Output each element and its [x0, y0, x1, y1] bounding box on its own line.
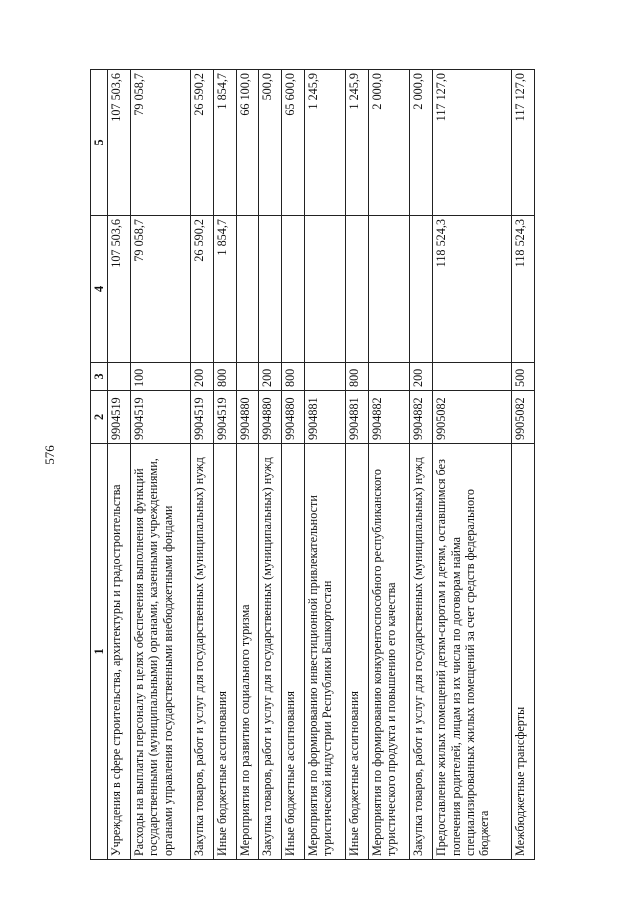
row-name: Мероприятия по формированию инвестиционной привлекательности туристической индустрии Республики Башкортостан: [304, 444, 345, 860]
row-name: Предоставление жилых помещений детям-сиротам и детям, оставшимся без попечения родителей, лицам из их числа по договорам найма специализированных жилых помещений за счет средств федерального бюджета: [433, 444, 512, 860]
row-amount-col5: 66 100,0: [236, 70, 259, 216]
column-header-4: 4: [91, 216, 108, 363]
row-amount-col5: 2 000,0: [410, 70, 433, 216]
row-expense-type: 200: [191, 363, 214, 391]
budget-table: [90, 69, 535, 860]
table-row: [214, 70, 237, 860]
table-row: [410, 70, 433, 860]
row-amount-col4: 118 524,3: [512, 216, 535, 363]
table-row: [368, 70, 409, 860]
column-header-3: 3: [91, 363, 108, 391]
page-number: 576: [42, 445, 57, 465]
row-expense-type: 500: [512, 363, 535, 391]
row-amount-col5: 2 000,0: [368, 70, 409, 216]
row-amount-col4: [368, 216, 409, 363]
budget-table-container: [90, 70, 535, 860]
row-amount-col4: [410, 216, 433, 363]
table-row: [236, 70, 259, 860]
row-code: 9904882: [368, 391, 409, 444]
row-amount-col4: 118 524,3: [433, 216, 512, 363]
table-row: [346, 70, 369, 860]
row-code: 9905082: [512, 391, 535, 444]
row-expense-type: 800: [214, 363, 237, 391]
row-code: 9904880: [236, 391, 259, 444]
row-expense-type: [433, 363, 512, 391]
table-row: [433, 70, 512, 860]
row-expense-type: [236, 363, 259, 391]
row-amount-col4: 26 590,2: [191, 216, 214, 363]
row-expense-type: 200: [410, 363, 433, 391]
row-code: 9904881: [304, 391, 345, 444]
row-amount-col5: 500,0: [259, 70, 282, 216]
row-name: Закупка товаров, работ и услуг для государственных (муниципальных) нужд: [259, 444, 282, 860]
row-name: Закупка товаров, работ и услуг для государственных (муниципальных) нужд: [410, 444, 433, 860]
row-code: 9905082: [433, 391, 512, 444]
row-amount-col5: 26 590,2: [191, 70, 214, 216]
row-code: 9904880: [259, 391, 282, 444]
row-amount-col4: 1 854,7: [214, 216, 237, 363]
row-code: 9904519: [131, 391, 191, 444]
row-expense-type: [108, 363, 131, 391]
row-code: 9904881: [346, 391, 369, 444]
row-name: Расходы на выплаты персоналу в целях обеспечения выполнения функций государственными (муниципальными) органами, казенными учреждениями, органами управления государственными внебюджетными фондами: [131, 444, 191, 860]
column-header-5: 5: [91, 70, 108, 216]
table-header-row: [91, 70, 108, 860]
table-row: [282, 70, 305, 860]
table-row: [191, 70, 214, 860]
row-amount-col5: 107 503,6: [108, 70, 131, 216]
row-name: Иные бюджетные ассигнования: [346, 444, 369, 860]
row-code: 9904882: [410, 391, 433, 444]
row-name: Иные бюджетные ассигнования: [282, 444, 305, 860]
row-name: Межбюджетные трансферты: [512, 444, 535, 860]
column-header-1: 1: [91, 444, 108, 860]
row-name: Иные бюджетные ассигнования: [214, 444, 237, 860]
table-row: [108, 70, 131, 860]
row-amount-col4: [236, 216, 259, 363]
table-row: [304, 70, 345, 860]
row-amount-col4: 107 503,6: [108, 216, 131, 363]
table-row: [131, 70, 191, 860]
row-amount-col5: 117 127,0: [512, 70, 535, 216]
row-amount-col4: [304, 216, 345, 363]
row-code: 9904519: [191, 391, 214, 444]
row-expense-type: [304, 363, 345, 391]
row-code: 9904519: [108, 391, 131, 444]
row-expense-type: [368, 363, 409, 391]
row-amount-col4: [346, 216, 369, 363]
row-name: Закупка товаров, работ и услуг для государственных (муниципальных) нужд: [191, 444, 214, 860]
row-name: Мероприятия по развитию социального туризма: [236, 444, 259, 860]
row-amount-col5: 1 245,9: [346, 70, 369, 216]
row-amount-col4: 79 058,7: [131, 216, 191, 363]
row-expense-type: 800: [282, 363, 305, 391]
row-name: Мероприятия по формированию конкурентоспособного республиканского туристического продукта и повышению его качества: [368, 444, 409, 860]
row-name: Учреждения в сфере строительства, архитектуры и градостроительства: [108, 444, 131, 860]
row-amount-col5: 1 245,9: [304, 70, 345, 216]
row-expense-type: 800: [346, 363, 369, 391]
row-amount-col5: 1 854,7: [214, 70, 237, 216]
row-amount-col5: 79 058,7: [131, 70, 191, 216]
column-header-2: 2: [91, 391, 108, 444]
rotated-table-frame: [90, 70, 535, 860]
row-expense-type: 100: [131, 363, 191, 391]
row-amount-col4: [282, 216, 305, 363]
row-code: 9904519: [214, 391, 237, 444]
row-expense-type: 200: [259, 363, 282, 391]
table-row: [259, 70, 282, 860]
row-amount-col4: [259, 216, 282, 363]
table-row: [512, 70, 535, 860]
row-amount-col5: 117 127,0: [433, 70, 512, 216]
row-amount-col5: 65 600,0: [282, 70, 305, 216]
row-code: 9904880: [282, 391, 305, 444]
